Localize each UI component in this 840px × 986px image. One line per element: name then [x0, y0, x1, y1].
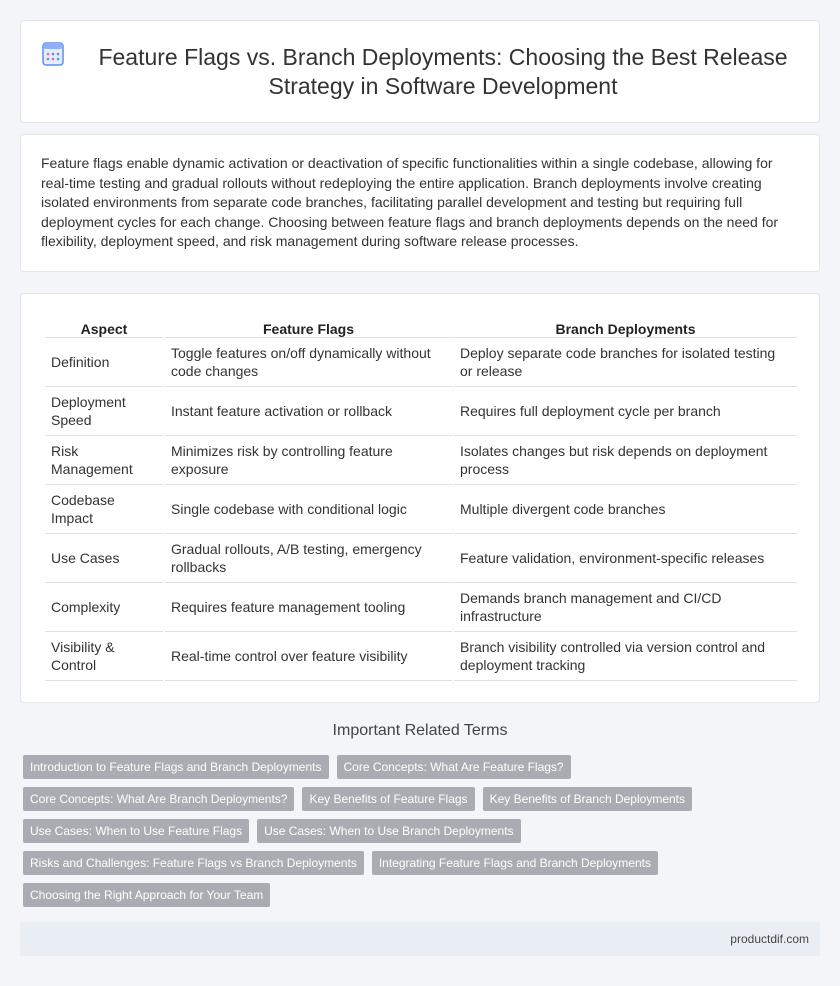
table-row: [45, 436, 797, 485]
table-cell-branch-deployments: Requires full deployment cycle per branch: [454, 387, 797, 436]
table-row: [45, 485, 797, 534]
table-row: [45, 338, 797, 387]
related-term-tag[interactable]: Use Cases: When to Use Branch Deployments: [257, 819, 520, 843]
comparison-table-card: [20, 293, 820, 703]
table-cell-aspect: Definition: [45, 338, 163, 387]
related-term-tag[interactable]: Integrating Feature Flags and Branch Deployments: [372, 851, 658, 875]
page-title: Feature Flags vs. Branch Deployments: Choosing the Best Release Strategy in Software Development: [98, 43, 788, 99]
table-cell-feature-flags: Minimizes risk by controlling feature exposure: [165, 436, 452, 485]
table-cell-aspect: Codebase Impact: [45, 485, 163, 534]
related-term-tag[interactable]: Core Concepts: What Are Branch Deployments?: [23, 787, 294, 811]
tag-row: [23, 851, 823, 875]
table-cell-aspect: Risk Management: [45, 436, 163, 485]
table-cell-feature-flags: Gradual rollouts, A/B testing, emergency rollbacks: [165, 534, 452, 583]
tag-row: [23, 787, 823, 811]
tag-row: [23, 883, 823, 907]
related-term-tag[interactable]: Choosing the Right Approach for Your Team: [23, 883, 270, 907]
table-header-aspect: Aspect: [45, 315, 163, 338]
table-header-branch-deployments: Branch Deployments: [454, 315, 797, 338]
table-row: [45, 534, 797, 583]
table-cell-branch-deployments: Feature validation, environment-specific releases: [454, 534, 797, 583]
table-cell-branch-deployments: Demands branch management and CI/CD infrastructure: [454, 583, 797, 632]
table-cell-branch-deployments: Multiple divergent code branches: [454, 485, 797, 534]
related-terms-title: Important Related Terms: [332, 722, 508, 739]
table-cell-feature-flags: Real-time control over feature visibility: [165, 632, 452, 681]
related-term-tag[interactable]: Key Benefits of Feature Flags: [302, 787, 474, 811]
related-term-tag[interactable]: Risks and Challenges: Feature Flags vs Branch Deployments: [23, 851, 364, 875]
table-cell-feature-flags: Toggle features on/off dynamically without code changes: [165, 338, 452, 387]
table-cell-branch-deployments: Isolates changes but risk depends on deployment process: [454, 436, 797, 485]
table-cell-aspect: Complexity: [45, 583, 163, 632]
page-footer: [20, 922, 820, 956]
table-cell-feature-flags: Single codebase with conditional logic: [165, 485, 452, 534]
table-cell-branch-deployments: Deploy separate code branches for isolated testing or release: [454, 338, 797, 387]
table-cell-branch-deployments: Branch visibility controlled via version control and deployment tracking: [454, 632, 797, 681]
table-header-feature-flags: Feature Flags: [165, 315, 452, 338]
tag-row: [23, 755, 823, 779]
related-term-tag[interactable]: Core Concepts: What Are Feature Flags?: [337, 755, 571, 779]
table-cell-feature-flags: Instant feature activation or rollback: [165, 387, 452, 436]
related-terms-list: [23, 755, 823, 915]
table-cell-feature-flags: Requires feature management tooling: [165, 583, 452, 632]
table-cell-aspect: Visibility & Control: [45, 632, 163, 681]
intro-section: [20, 134, 820, 272]
comparison-table: [43, 315, 799, 681]
intro-text: Feature flags enable dynamic activation or deactivation of specific functionalities within a single codebase, allowing for real-time testing and gradual rollouts without redeploying the entire application. Branch deployments involve creating isolated environments from separate code branches, facilitating parallel development and testing but requiring full deployment cycles for each change. Choosing between feature flags and branch deployments depends on the need for flexibility, deployment speed, and risk management during software release processes.: [41, 155, 779, 249]
related-term-tag[interactable]: Key Benefits of Branch Deployments: [483, 787, 692, 811]
table-cell-aspect: Use Cases: [45, 534, 163, 583]
document-icon: [40, 41, 66, 67]
table-row: [45, 387, 797, 436]
related-term-tag[interactable]: Use Cases: When to Use Feature Flags: [23, 819, 249, 843]
page-header: [20, 20, 820, 123]
table-header-row: [45, 315, 797, 338]
footer-site-link[interactable]: productdif.com: [730, 932, 809, 946]
related-term-tag[interactable]: Introduction to Feature Flags and Branch Deployments: [23, 755, 329, 779]
tag-row: [23, 819, 823, 843]
table-cell-aspect: Deployment Speed: [45, 387, 163, 436]
table-row: [45, 632, 797, 681]
table-row: [45, 583, 797, 632]
